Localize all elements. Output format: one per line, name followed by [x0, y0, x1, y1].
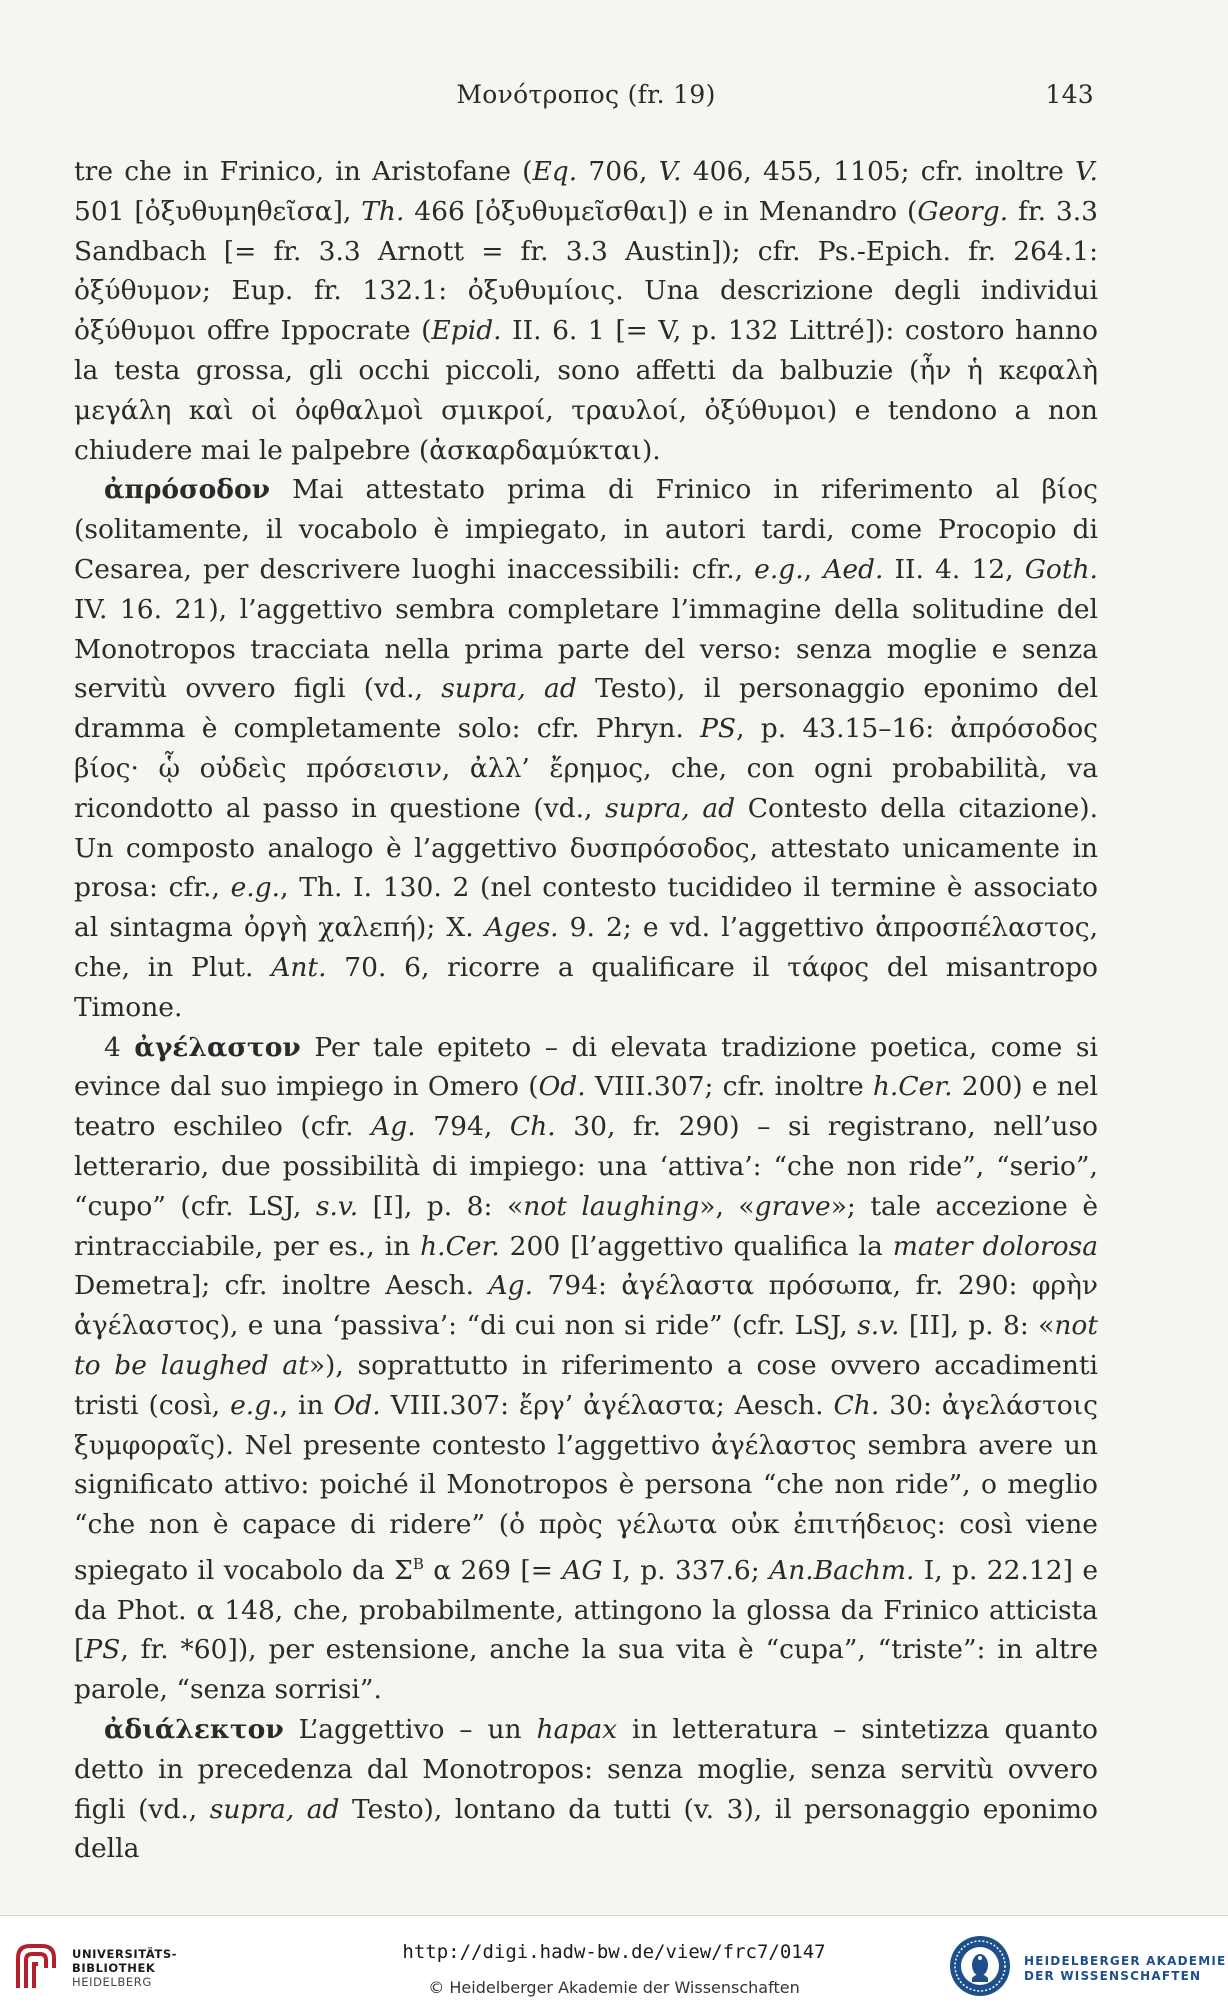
italic-text: s.v. — [857, 1310, 900, 1342]
text-run: , Th. I. 130. 2 (nel contesto tucidideo il termine è associato al sintagma ὀργὴ χαλεπή); X. — [74, 872, 1099, 944]
paragraph-1 — [74, 152, 1098, 470]
text-run: »; tale accezione è rintracciabile, per es., in — [74, 1190, 1098, 1262]
italic-text: Goth. — [1024, 553, 1098, 585]
text-run: 200 [l’aggettivo qualifica la — [499, 1230, 893, 1262]
page-footer — [0, 1915, 1228, 2013]
italic-text: e.g. — [754, 553, 804, 585]
hadw-seal-logo-icon — [948, 1934, 1012, 1998]
text-run: Demetra]; cfr. inoltre Aesch. — [74, 1270, 489, 1302]
page-number: 143 — [1045, 80, 1094, 109]
book-page — [74, 0, 1098, 1915]
text-run: »), soprattutto in riferimento a cose ovvero accadimenti tristi (così, — [74, 1349, 1098, 1421]
italic-text: An.Bachm. — [769, 1554, 915, 1586]
hadw-label: HEIDELBERGER AKADEMIE DER WISSENSCHAFTEN — [1024, 1954, 1227, 1983]
text-run: 794: ἀγέλαστα πρόσωπα, fr. 290: φρὴν ἀγέλαστος), e una ‘passiva’: “di cui non si ride” (cfr. LSJ, — [74, 1270, 1098, 1342]
italic-text: hapax — [536, 1713, 618, 1745]
text-run: , — [803, 553, 824, 585]
lemma: ἀδιάλεκτον — [104, 1713, 284, 1745]
italic-text: supra, ad — [209, 1793, 340, 1825]
text-run: Testo), lontano da tutti (v. 3), il personaggio eponimo della — [74, 1793, 1098, 1865]
text-run: », « — [699, 1190, 755, 1222]
italic-text: Ag. — [371, 1111, 416, 1143]
italic-text: Ant. — [271, 951, 327, 983]
italic-text: not to be laughed at — [74, 1310, 1098, 1381]
text-run: L’aggettivo – un — [283, 1713, 537, 1745]
paragraph-3 — [74, 1028, 1098, 1710]
text-run: 70. 6, ricorre a qualificare il τάφος del misantropo Timone. — [74, 951, 1098, 1023]
italic-text: e.g. — [230, 872, 281, 904]
lemma: ἀπρόσοδον — [104, 474, 271, 506]
text-run: II. 4. 12, — [883, 553, 1025, 585]
paragraph-2 — [74, 470, 1098, 1027]
italic-text: Eq. — [532, 156, 578, 187]
italic-text: Th. — [361, 195, 405, 227]
text-run: , in — [279, 1389, 334, 1421]
running-title: Μονότροπος (fr. 19) — [456, 80, 716, 109]
copyright-notice: © Heidelberger Akademie der Wissenschaften — [428, 1978, 800, 1997]
running-head — [74, 80, 1098, 120]
text-run: α 269 [= — [423, 1554, 563, 1586]
italic-text: e.g. — [230, 1389, 280, 1421]
text-run: in letteratura – sintetizza quanto detto in precedenza dal Monotropos: senza moglie, senza servitù ovvero figli (vd., — [74, 1713, 1098, 1825]
italic-text: Ch. — [833, 1389, 880, 1421]
text-run: I, p. 22.12] e da Phot. α 148, che, probabilmente, attingono la glossa da Frinico atticista [ — [74, 1554, 1099, 1666]
text-run: Contesto della citazione). Un composto analogo è l’aggettivo δυσπρόσοδος, attestato unicamente in prosa: cfr., — [74, 792, 1098, 904]
text-run: 466 [ὀξυθυμεῖσθαι]) e in Menandro ( — [404, 195, 918, 227]
italic-text: V. — [658, 156, 682, 187]
text-run: VIII.307: ἔργ’ ἀγέλαστα; Aesch. — [380, 1389, 834, 1421]
text-run: fr. 3.3 Sandbach [= fr. 3.3 Arnott = fr. 3.3 Austin]); cfr. Ps.-Epich. fr. 264.1: ὀξύθυμον; Eup. fr. 132.1: ὀξυθυμίοις. Una descrizione degli individui ὀξύθυμοι offre Ippocrate ( — [74, 195, 1098, 347]
text-run: 9. 2; e vd. l’aggettivo ἀπροσπέλαστος, che, in Plut. — [74, 912, 1098, 983]
text-run: IV. 16. 21), l’aggettivo sembra completare l’immagine della solitudine del Monotropos tracciata nella prima parte del verso: senza moglie e senza servitù ovvero figli (vd., — [74, 593, 1098, 705]
italic-text: s.v. — [315, 1190, 359, 1222]
italic-text: mater dolorosa — [892, 1230, 1099, 1262]
text-run: 706, — [577, 156, 659, 187]
italic-text: Aed. — [823, 553, 884, 585]
text-run: I, p. 337.6; — [602, 1554, 770, 1586]
italic-text: V. — [1075, 156, 1098, 187]
text-run: [II], p. 8: « — [899, 1310, 1055, 1342]
source-url-link[interactable]: http://digi.hadw-bw.de/view/frc7/0147 — [402, 1941, 826, 1963]
text-run: , fr. *60]), per estensione, anche la sua vita è “cupa”, “triste”: in altre parole, “senza sorrisi”. — [74, 1634, 1098, 1706]
text-run: Testo), il personaggio eponimo del dramma è completamente solo: cfr. Phryn. — [74, 673, 1098, 745]
commentary-body — [74, 152, 1098, 1869]
text-run: Mai attestato prima di Frinico in riferimento al βίος (solitamente, il vocabolo è impiegato, in autori tardi, come Procopio di Cesarea, per descrivere luoghi inaccessibili: cfr., — [74, 474, 1098, 585]
lemma: ἀγέλαστον — [134, 1031, 301, 1063]
text-run: tre che in Frinico, in Aristofane ( — [74, 156, 533, 187]
superscript: B — [412, 1554, 424, 1573]
paragraph-4 — [74, 1710, 1098, 1869]
text-run: VIII.307; cfr. inoltre — [585, 1071, 873, 1103]
italic-text: Epid. — [431, 315, 502, 347]
text-run: 30, fr. 290) – si registrano, nell’uso letterario, due possibilità di impiego: una ‘attiva’: “che non ride”, “serio”, “cupo” (cfr. LSJ, — [74, 1111, 1098, 1222]
text-run: [I], p. 8: « — [358, 1190, 524, 1222]
text-run: 501 [ὀξυθυμηθεῖσα], — [74, 195, 362, 227]
italic-text: Od. — [538, 1071, 586, 1103]
italic-text: PS — [84, 1634, 121, 1666]
text-run: 794, — [415, 1111, 510, 1143]
italic-text: Ag. — [488, 1270, 533, 1302]
italic-text: h.Cer. — [872, 1071, 953, 1103]
italic-text: Ch. — [509, 1111, 556, 1143]
italic-text: PS — [700, 713, 737, 745]
italic-text: not laughing — [523, 1190, 700, 1222]
italic-text: Ages. — [484, 912, 559, 944]
ub-heidelberg-label: UNIVERSITÄTS- BIBLIOTHEK HEIDELBERG — [72, 1947, 178, 1989]
italic-text: AG — [562, 1554, 603, 1586]
text-run: , p. 43.15–16: ἀπρόσοδος βίος· ᾧ οὐδεὶς πρόσεισιν, ἀλλ’ ἔρημος, che, con ogni probabilità, va ricondotto al passo in questione (vd., — [74, 713, 1099, 824]
text-run: 406, 455, 1105; cfr. inoltre — [681, 156, 1076, 187]
text-run: 4 — [104, 1031, 135, 1063]
text-run: Per tale epiteto – di elevata tradizione poetica, come si evince dal suo impiego in Omero ( — [74, 1031, 1098, 1103]
text-run: II. 6. 1 [= V, p. 132 Littré]): costoro hanno la testa grossa, gli occhi piccoli, sono affetti da balbuzie (ἦν ἡ κεφαλὴ μεγάλη καὶ οἱ ὀφθαλμοὶ σμικροί, τραυλοί, ὀξύθυμοι) e tendono a non chiudere mai le palpebre (ἀσκαρδαμύκται). — [74, 315, 1098, 466]
text-run: 200) e nel teatro eschileo (cfr. — [74, 1071, 1098, 1143]
italic-text: Georg. — [917, 195, 1009, 227]
italic-text: Od. — [333, 1389, 381, 1421]
italic-text: supra, ad — [441, 673, 577, 705]
italic-text: grave — [754, 1190, 831, 1222]
text-run: 30: ἀγελάστοις ξυμφοραῖς). Nel presente contesto l’aggettivo ἀγέλαστος sembra avere un significato attivo: poiché il Monotropos è persona “che non ride”, o meglio “che non è capace di ridere” (ὁ πρὸς γέλωτα οὐκ ἐπιτήδειος: così viene spiegato il vocabolo da Σ — [74, 1389, 1098, 1586]
italic-text: supra, ad — [605, 792, 736, 824]
italic-text: h.Cer. — [420, 1230, 500, 1262]
